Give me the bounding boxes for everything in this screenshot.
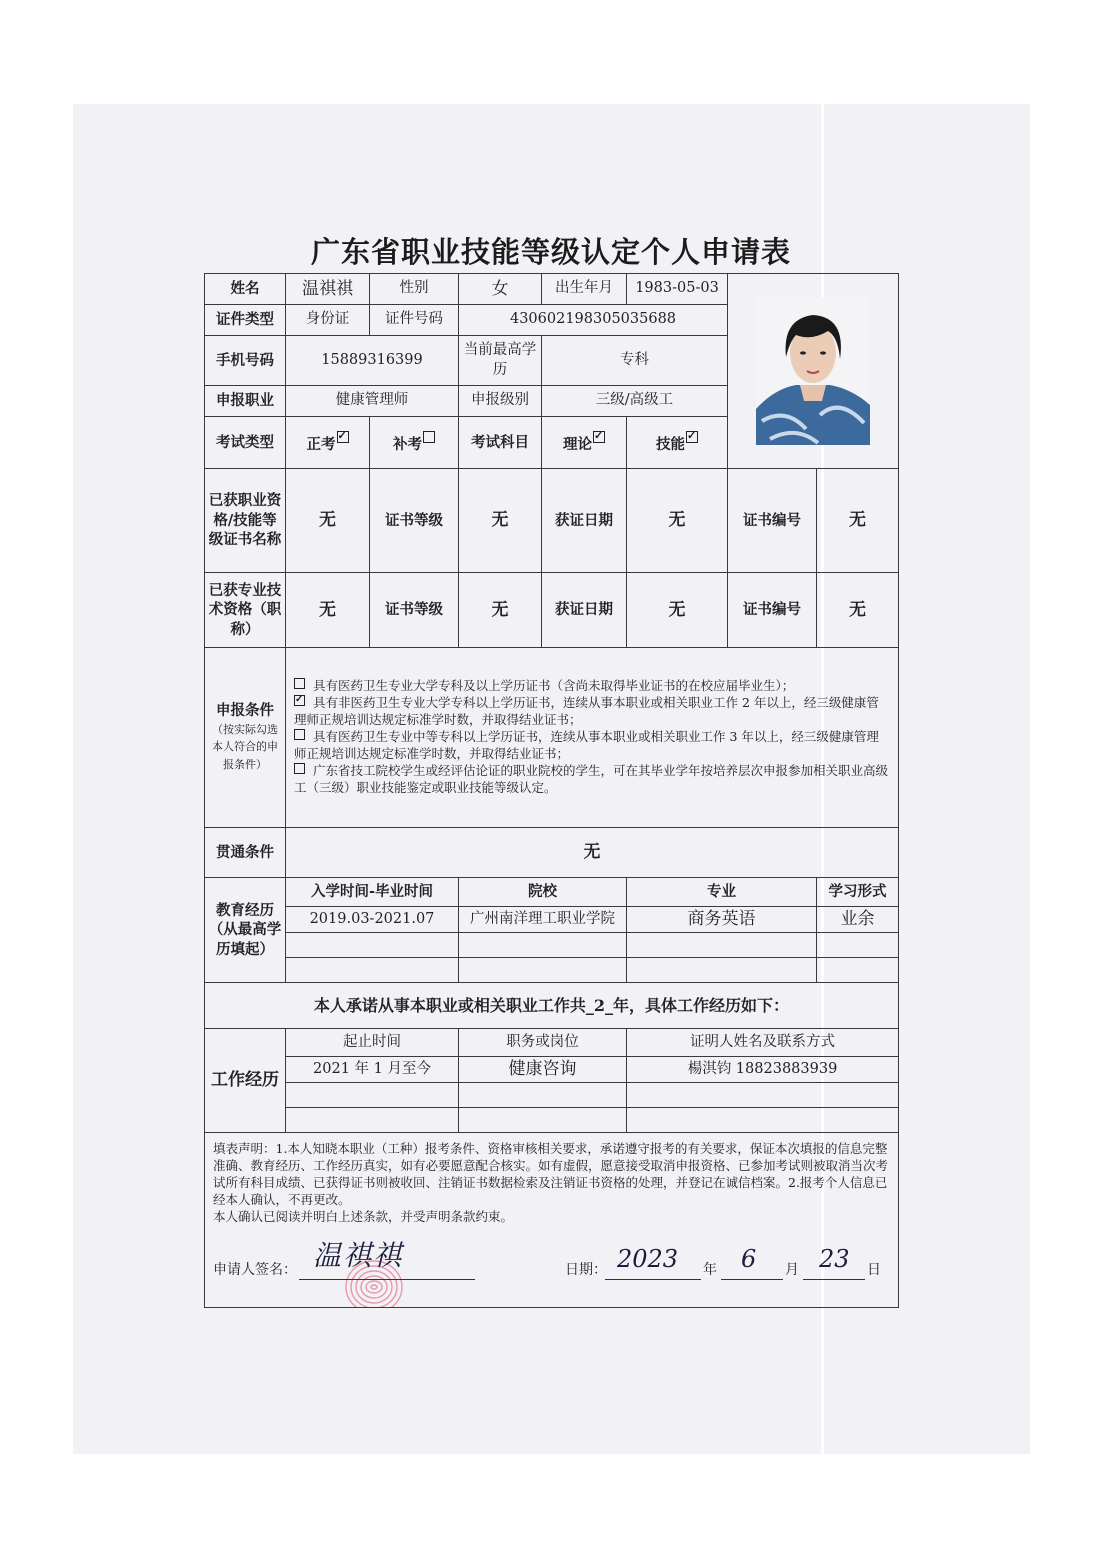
phone-label: 手机号码 <box>205 336 286 386</box>
signature-line <box>299 1279 475 1280</box>
edu-time <box>286 933 459 958</box>
name-value: 温祺祺 <box>286 274 370 305</box>
conditions-note: （按实际勾选本人符合的申报条件） <box>212 722 278 772</box>
gender-label: 性别 <box>370 274 459 305</box>
condition-item-4 <box>294 763 890 797</box>
exam-theory-label: 理论 <box>563 435 592 453</box>
conditions-list <box>286 648 899 828</box>
qual-name-value: 无 <box>286 469 370 573</box>
qual-level-label: 证书等级 <box>370 469 459 573</box>
sign-year: 2023 <box>617 1245 679 1274</box>
id-no-value: 430602198305035688 <box>459 305 728 336</box>
condition-text-3: 具有医药卫生专业中等专科以上学历证书，连续从事本职业或相关职业工作 3 年以上，经三级健康管理师正规培训达规定标准学时数，并取得结业证书； <box>294 729 879 761</box>
through-value: 无 <box>286 828 899 878</box>
photo-cell <box>728 274 899 469</box>
work-time <box>286 1108 459 1133</box>
tech-no-label: 证书编号 <box>728 573 817 648</box>
work-history-label: 工作经历 <box>205 1029 286 1133</box>
declaration-confirm: 本人确认已阅读并明白上述条款，并受声明条款约束。 <box>213 1208 514 1224</box>
occupation-value: 健康管理师 <box>286 386 459 417</box>
applicant-signature: 温祺祺 <box>313 1239 404 1273</box>
edu-time: 2019.03-2021.07 <box>286 907 459 933</box>
edu-header-school: 院校 <box>459 878 627 907</box>
through-label: 贯通条件 <box>205 828 286 878</box>
qual-no-value: 无 <box>817 469 899 573</box>
qual-level-value: 无 <box>459 469 542 573</box>
birth-label: 出生年月 <box>542 274 627 305</box>
id-type-value: 身份证 <box>286 305 370 336</box>
work-reference <box>627 1108 899 1133</box>
edu-major <box>627 958 817 983</box>
application-form <box>204 273 899 1308</box>
condition-text-4: 广东省技工院校学生或经评估论证的职业院校的学生，可在其毕业学年按培养层次申报参加相关职业高级工（三级）职业技能鉴定或职业技能等级认定。 <box>294 762 889 795</box>
birth-value: 1983-05-03 <box>627 274 728 305</box>
sign-month: 6 <box>741 1245 757 1274</box>
edu-header-time: 入学时间-毕业时间 <box>286 878 459 907</box>
table-row <box>205 958 899 983</box>
work-reference: 楊淇钧 18823883939 <box>627 1057 899 1083</box>
work-position <box>459 1108 627 1133</box>
edu-school <box>459 958 627 983</box>
edu-mode <box>817 933 899 958</box>
exam-makeup-checkbox[interactable] <box>423 431 435 443</box>
form-title: 广东省职业技能等级认定个人申请表 <box>310 235 791 269</box>
edu-time <box>286 958 459 983</box>
gender-value: 女 <box>459 274 542 305</box>
work-time: 2021 年 1 月至今 <box>286 1057 459 1083</box>
edu-school <box>459 933 627 958</box>
condition-item-1 <box>294 678 890 695</box>
condition-text-1: 具有医药卫生专业大学专科及以上学历证书（含尚未取得毕业证书的在校应届毕业生）； <box>313 678 795 694</box>
sign-day: 23 <box>819 1245 850 1274</box>
exam-formal-label: 正考 <box>306 435 336 453</box>
condition-checkbox-4[interactable] <box>294 763 305 774</box>
table-row <box>205 1057 899 1083</box>
table-row <box>205 907 899 933</box>
commitment-statement: 本人承诺从事本职业或相关职业工作共_2_年，具体工作经历如下： <box>205 983 899 1029</box>
exam-makeup-label: 补考 <box>393 435 422 453</box>
exam-skill <box>627 417 728 469</box>
table-row <box>205 1083 899 1108</box>
work-header-time: 起止时间 <box>286 1029 459 1057</box>
work-position <box>459 1083 627 1108</box>
conditions-label: 申报条件 <box>216 702 274 720</box>
edu-history-label: 教育经历（从最高学历填起） <box>205 878 286 983</box>
edu-header-mode: 学习形式 <box>817 878 899 907</box>
qual-date-value: 无 <box>627 469 728 573</box>
edu-mode: 业余 <box>817 907 899 933</box>
declaration-cell <box>205 1133 899 1308</box>
condition-text-2: 具有非医药卫生专业大学专科以上学历证书，连续从事本职业或相关职业工作 2 年以上，经三级健康管理师正规培训达规定标准学时数，并取得结业证书； <box>294 695 879 728</box>
edu-mode <box>817 958 899 983</box>
id-no-label: 证件号码 <box>370 305 459 336</box>
condition-checkbox-3[interactable] <box>294 729 305 740</box>
edu-school: 广州南洋理工职业学院 <box>459 907 627 933</box>
year-unit: 年 <box>703 1262 717 1279</box>
tech-date-value: 无 <box>627 573 728 648</box>
signature-label: 申请人签名： <box>213 1262 297 1279</box>
work-time <box>286 1083 459 1108</box>
month-line <box>721 1279 783 1280</box>
exam-type-label: 考试类型 <box>205 417 286 469</box>
name-label: 姓名 <box>205 274 286 305</box>
exam-formal <box>286 417 370 469</box>
condition-checkbox-2[interactable] <box>294 695 305 706</box>
work-reference <box>627 1083 899 1108</box>
exam-subject-label: 考试科目 <box>459 417 542 469</box>
tech-date-label: 获证日期 <box>542 573 627 648</box>
table-row <box>205 933 899 958</box>
obtained-qual-label: 已获职业资格/技能等级证书名称 <box>205 469 286 573</box>
education-value: 专科 <box>542 336 728 386</box>
edu-major <box>627 933 817 958</box>
edu-major: 商务英语 <box>627 907 817 933</box>
exam-makeup <box>370 417 459 469</box>
work-header-position: 职务或岗位 <box>459 1029 627 1057</box>
conditions-label-cell <box>205 648 286 828</box>
condition-checkbox-1[interactable] <box>294 678 305 689</box>
occupation-label: 申报职业 <box>205 386 286 417</box>
month-unit: 月 <box>785 1262 799 1279</box>
exam-theory <box>542 417 627 469</box>
date-label: 日期： <box>565 1262 607 1279</box>
exam-theory-checkbox[interactable] <box>593 431 605 443</box>
level-value: 三级/高级工 <box>542 386 728 417</box>
id-type-label: 证件类型 <box>205 305 286 336</box>
declaration-text: 填表声明：1.本人知晓本职业（工种）报考条件、资格审核相关要求，承诺遵守报考的有关要求，保证本次填报的信息完整准确、教育经历、工作经历真实，如有必要愿意配合核实。如有虚假，愿意接受取消申报资格、已参加考试则被取消当次考试所有科目成绩、已获得证书则被收回、注销证书数据检索及注销证书资格的处理，并登记在诚信档案。2.报考个人信息已经本人确认，不再更改。 <box>213 1141 889 1207</box>
year-line <box>605 1279 701 1280</box>
exam-formal-checkbox[interactable] <box>337 431 349 443</box>
table-row <box>205 1108 899 1133</box>
day-line <box>803 1279 865 1280</box>
condition-item-3 <box>294 729 890 763</box>
applicant-photo <box>756 297 870 445</box>
phone-value: 15889316399 <box>286 336 459 386</box>
qual-no-label: 证书编号 <box>728 469 817 573</box>
tech-level-label: 证书等级 <box>370 573 459 648</box>
signature-row <box>213 1239 890 1289</box>
work-position: 健康咨询 <box>459 1057 627 1083</box>
work-header-reference: 证明人姓名及联系方式 <box>627 1029 899 1057</box>
day-unit: 日 <box>867 1262 881 1279</box>
education-label: 当前最高学历 <box>459 336 542 386</box>
exam-skill-checkbox[interactable] <box>686 431 698 443</box>
exam-skill-label: 技能 <box>656 435 685 453</box>
qual-date-label: 获证日期 <box>542 469 627 573</box>
edu-header-major: 专业 <box>627 878 817 907</box>
tech-no-value: 无 <box>817 573 899 648</box>
tech-name-value: 无 <box>286 573 370 648</box>
level-label: 申报级别 <box>459 386 542 417</box>
obtained-tech-label: 已获专业技术资格（职称） <box>205 573 286 648</box>
tech-level-value: 无 <box>459 573 542 648</box>
condition-item-2 <box>294 695 890 729</box>
